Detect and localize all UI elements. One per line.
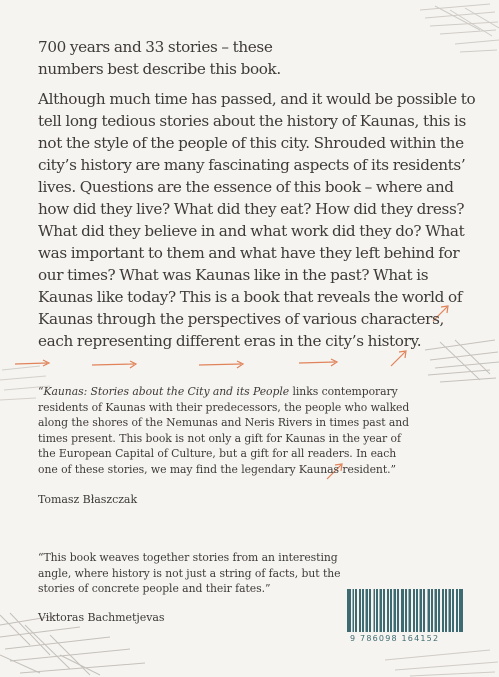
book-title: Kaunas: Stories about the City and its People: [43, 385, 290, 398]
quote-author: Tomasz Błaszczak: [38, 492, 138, 506]
quote-blaszczak: [38, 384, 478, 507]
arrow-icon: [297, 356, 341, 370]
quote-text: [38, 384, 418, 478]
arrow-icon: [13, 358, 53, 370]
intro-lead: 700 years and 33 stories – these numbers best describe this book.: [38, 38, 281, 78]
isbn-number: 9 786098 164152: [350, 634, 440, 643]
quote-author: Viktoras Bachmetjevas: [38, 610, 165, 624]
quote-open-mark: “: [38, 385, 44, 398]
arrow-icon: [90, 358, 140, 372]
intro-text: [38, 36, 478, 352]
barcode-bars: [347, 589, 463, 632]
arrow-icon: [197, 358, 247, 372]
quote-body: links contemporary residents of Kaunas with their predecessors, the people who walked along the shores of the Nemunas and Neris Rivers in times past and times present. This book is not only a gift for Kaunas in the year of the European Capital of Culture, but a gift for all readers. In each one of these stories, we may find the legendary Kaunas resident.”: [38, 385, 410, 476]
barcode: [347, 589, 463, 632]
quote-text: “This book weaves together stories from an interesting angle, where history is not just a string of facts, but the stories of concrete people and their fates.”: [38, 551, 341, 596]
sketch-texture-bottom-right: [380, 640, 499, 677]
intro-body: Although much time has passed, and it would be possible to tell long tedious stories about the history of Kaunas, this is not the style of the people of this city. Shrouded within the city’s history are many fascinating aspects of its residents’ lives. Questions are the essence of this book – where and how did they live? What did they eat? How did they dress? What did they believe in and what work did they do? What was important to them and what have they left behind for our times? What was Kaunas like in the past? What is Kaunas like today? This is a book that reveals the world of Kaunas through the perspectives of various characters, each representing different eras in the city’s history.: [38, 90, 476, 350]
